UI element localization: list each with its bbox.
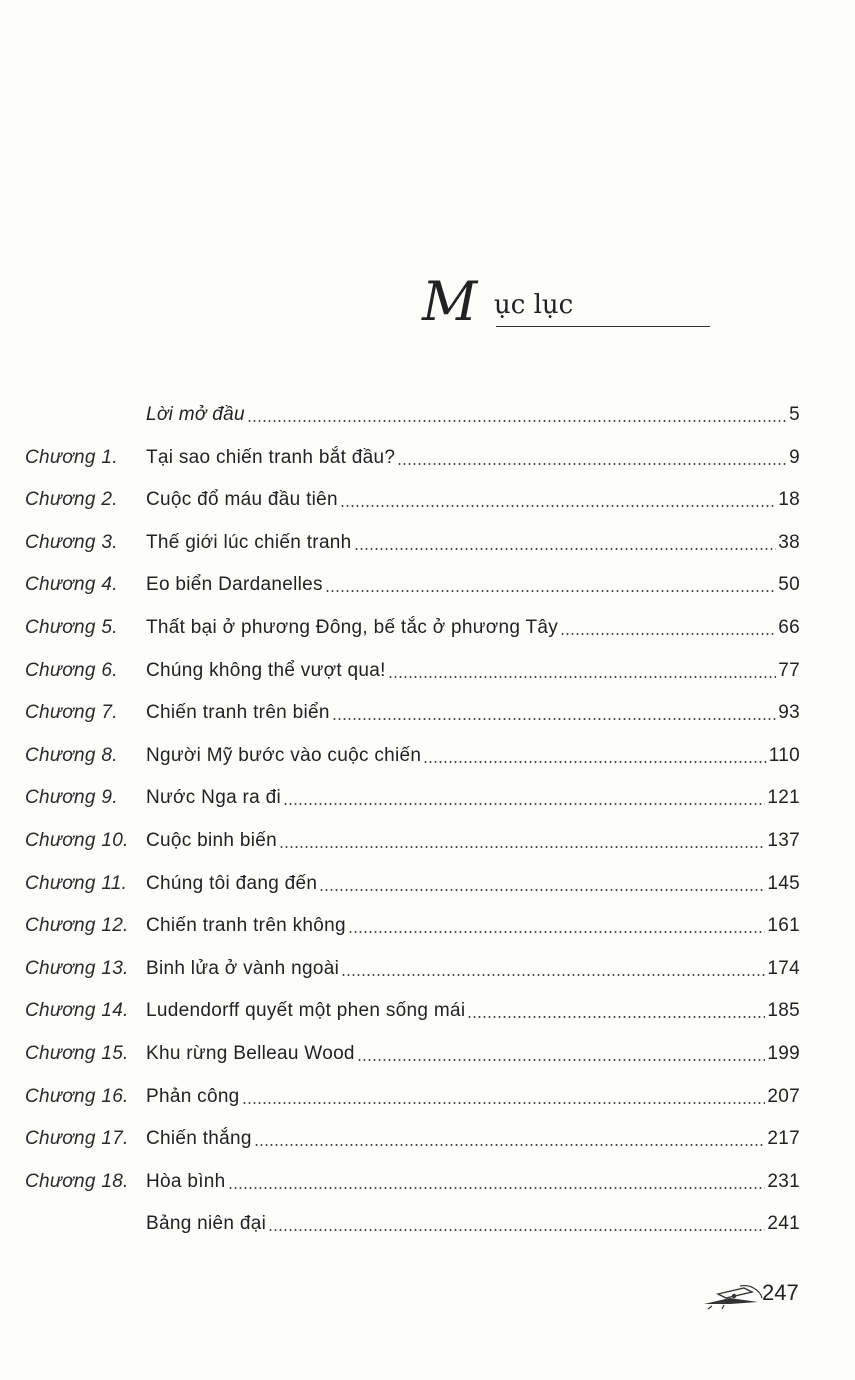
toc-entry (25, 698, 800, 728)
toc-entry (25, 869, 800, 899)
toc-entry (25, 1167, 800, 1197)
toc-entry (25, 954, 800, 984)
dot-leader (354, 548, 777, 550)
page-footer (700, 1278, 810, 1318)
toc-page-number: 121 (767, 787, 800, 808)
dot-leader (348, 931, 765, 933)
toc-chapter-label: Chương 17. (25, 1128, 129, 1149)
dot-leader (388, 676, 777, 678)
toc-entry-title: Chiến tranh trên không (146, 915, 346, 936)
toc-entry (25, 783, 800, 813)
toc-page-number: 93 (778, 702, 800, 723)
toc-entry-title: Khu rừng Belleau Wood (146, 1043, 355, 1064)
toc-entry-title: Binh lửa ở vành ngoài (146, 958, 340, 979)
toc-entry-title: Chúng không thể vượt qua! (146, 660, 386, 681)
dot-leader (242, 1102, 766, 1104)
dot-leader (340, 505, 776, 507)
toc-chapter-label: Chương 11. (25, 873, 128, 894)
toc-entry (25, 996, 800, 1026)
toc-page-number: 77 (778, 660, 800, 681)
toc-chapter-label: Chương 9. (25, 787, 118, 808)
toc-entry (25, 528, 800, 558)
dot-leader (332, 718, 777, 720)
toc-entry (25, 1124, 800, 1154)
toc-entry (25, 656, 800, 686)
toc-entry-title: Thất bại ở phương Đông, bế tắc ở phương Tây (146, 617, 559, 638)
toc-entry (25, 570, 800, 600)
toc-entry-title: Tại sao chiến tranh bắt đầu? (146, 447, 396, 468)
toc-entry (25, 1209, 800, 1239)
toc-entry-title: Lời mở đầu (146, 404, 245, 425)
toc-entry-title: Chúng tôi đang đến (146, 873, 318, 894)
toc-page-number: 231 (767, 1171, 800, 1192)
toc-chapter-label: Chương 3. (25, 532, 118, 553)
toc-page-number: 137 (767, 830, 800, 851)
toc-entry (25, 400, 800, 430)
dot-leader (279, 846, 765, 848)
toc-entry-title: Bảng niên đại (146, 1213, 267, 1234)
toc-entry (25, 1082, 800, 1112)
toc-chapter-label: Chương 14. (25, 1000, 129, 1021)
toc-chapter-label: Chương 6. (25, 660, 118, 681)
toc-entry (25, 613, 800, 643)
dot-leader (423, 761, 767, 763)
toc-chapter-label: Chương 5. (25, 617, 118, 638)
toc-entry-title: Phản công (146, 1086, 240, 1107)
toc-page-number: 110 (768, 745, 800, 766)
toc-heading-underline (496, 326, 710, 327)
toc-chapter-label: Chương 7. (25, 702, 118, 723)
toc-chapter-label: Chương 12. (25, 915, 129, 936)
toc-entry-title: Thế giới lúc chiến tranh (146, 532, 352, 553)
biplane-icon (700, 1282, 764, 1310)
toc-entry-title: Chiến tranh trên biển (146, 702, 330, 723)
toc-page-number: 66 (778, 617, 800, 638)
dot-leader (254, 1144, 766, 1146)
toc-page-number: 207 (767, 1086, 800, 1107)
toc-chapter-label: Chương 18. (25, 1171, 129, 1192)
toc-entry-title: Cuộc binh biến (146, 830, 277, 851)
toc-page-number: 161 (767, 915, 800, 936)
toc-page-number: 38 (778, 532, 800, 553)
toc-entry (25, 911, 800, 941)
dot-leader (467, 1016, 765, 1018)
toc-page-number: 174 (767, 958, 800, 979)
toc-entry (25, 1039, 800, 1069)
toc-page-number: 241 (767, 1213, 800, 1234)
toc-chapter-label: Chương 16. (25, 1086, 129, 1107)
toc-entry (25, 485, 800, 515)
toc-entry-title: Nước Nga ra đi (146, 787, 281, 808)
toc-heading-initial: M (422, 270, 478, 333)
dot-leader (325, 590, 776, 592)
dot-leader (283, 803, 765, 805)
toc-entry-title: Cuộc đổ máu đầu tiên (146, 489, 338, 510)
toc-chapter-label: Chương 10. (25, 830, 129, 851)
toc-chapter-label: Chương 15. (25, 1043, 129, 1064)
toc-heading-rest: ục lục (494, 290, 574, 320)
toc-entry-title: Ludendorff quyết một phen sống mái (146, 1000, 466, 1021)
toc-chapter-label: Chương 13. (25, 958, 129, 979)
toc-entry-title: Hòa bình (146, 1171, 226, 1192)
toc-entry (25, 826, 800, 856)
toc-chapter-label: Chương 2. (25, 489, 118, 510)
toc-page-number: 9 (789, 447, 800, 468)
toc-entry-title: Chiến thắng (146, 1128, 252, 1149)
toc-entry (25, 741, 800, 771)
toc-entry-title: Người Mỹ bước vào cuộc chiến (146, 745, 422, 766)
toc-page-number: 50 (778, 574, 800, 595)
toc-entry (25, 443, 800, 473)
dot-leader (247, 420, 787, 422)
dot-leader (341, 974, 765, 976)
toc-page-number: 5 (789, 404, 800, 425)
page-number: 247 (762, 1280, 799, 1305)
toc-page-number: 18 (778, 489, 800, 510)
toc-entry-title: Eo biển Dardanelles (146, 574, 323, 595)
dot-leader (228, 1187, 766, 1189)
toc-chapter-label: Chương 8. (25, 745, 118, 766)
toc-page-number: 185 (767, 1000, 800, 1021)
toc-page-number: 217 (767, 1128, 800, 1149)
dot-leader (319, 889, 765, 891)
toc-heading (422, 270, 722, 338)
dot-leader (268, 1229, 765, 1231)
toc-chapter-label: Chương 4. (25, 574, 118, 595)
toc-page-number: 199 (767, 1043, 800, 1064)
toc-chapter-label: Chương 1. (25, 447, 118, 468)
dot-leader (397, 463, 787, 465)
toc-page-number: 145 (767, 873, 800, 894)
dot-leader (560, 633, 776, 635)
dot-leader (357, 1059, 766, 1061)
